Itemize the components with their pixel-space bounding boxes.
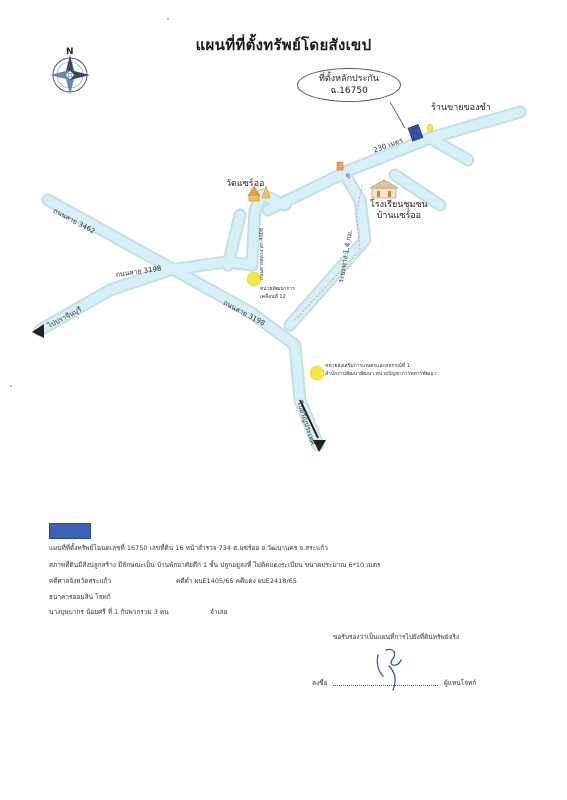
shop-label: ร้านขายของชำ <box>431 103 491 113</box>
poi-12-line1: หน่วยพัฒนาการ <box>260 286 296 292</box>
small-marker-label: ตู <box>346 172 350 179</box>
bubble-line2: ฉ.16750 <box>330 86 368 96</box>
road-3462-label: ถนนสาย 3462 <box>51 206 97 236</box>
to-prachin-label: ไปปราจีนบุรี <box>46 305 84 330</box>
poi-office-label <box>325 362 436 378</box>
school-label-line2: บ้านแซร์ออ <box>376 211 422 221</box>
road-3198-label-west: ถนนสาย 3198 <box>115 264 162 279</box>
info-line-4: ธนาคารออมสิน โจทก์ <box>49 593 111 601</box>
distance-230-label: 230 เมตร <box>372 136 405 155</box>
bubble-leader <box>390 102 405 128</box>
sign-suffix: ผู้แทนโจทก์ <box>444 679 477 687</box>
info-line-5b: จำเลย <box>210 608 228 616</box>
info-line-2: สภาพที่ดินมีสิ่งปลูกสร้าง มีลักษณะเป็น บ้านพักอาศัยตึก 1 ชั้น ปลูกอยู่ลงที่ ไม่ติดแดงระเบียน ขนาดประมาณ 6*10 เมตร <box>49 561 381 569</box>
road-3198-label-east: ถนนสาย 3198 <box>221 298 267 328</box>
school-label <box>370 200 428 222</box>
school-label-line1: โรงเรียนชุมชน <box>370 200 428 210</box>
small-orange-marker <box>337 162 343 170</box>
signature <box>377 649 401 690</box>
road-network <box>40 112 520 445</box>
bubble-line1: ที่ตั้งหลักประกัน <box>318 74 380 84</box>
to-aranya-label: ไปอรัญประเทศ <box>295 400 318 446</box>
info-line-1: แผนที่ที่ตั้งทรัพย์โฉนดเลขที่ 16750 เลขที่ดิน 16 หน้าสำรวจ 734 ต.แซร์ออ อ.วัฒนานคร จ.สระแก้ว <box>49 544 328 552</box>
info-line-3a: คดีศาลจังหวัดสระแก้ว <box>49 577 112 585</box>
signature-line <box>333 685 438 686</box>
info-line-5a: นางบุษบากร น้อยศรี ที่ 1 กับพวกรวม 3 คน <box>49 608 169 616</box>
sign-prefix: ลงชื่อ <box>312 679 328 687</box>
compass-label: N <box>66 47 74 57</box>
property-legend-swatch <box>49 523 91 539</box>
poi-12-line2: เคลื่อนที่ 12 <box>260 294 286 300</box>
poi-office-line2: สำนักงานพัฒนาพัฒนา หน่วยบัญชาการทหารพัฒนา <box>325 371 437 377</box>
certify-text: ขอรับรองว่าเป็นแผนที่การไปยังที่ดินทรัพย์จริง <box>333 633 460 641</box>
shop-marker <box>427 124 433 132</box>
poi-marker-office <box>310 366 324 380</box>
distance-14km-label: ระยะทาง 1.4 กม. <box>336 228 355 284</box>
poi-office-line1: หน่วยส่งเสริมการเกษตรและสหกรณ์ที่ 1 <box>325 363 410 369</box>
poi-12-label <box>260 285 295 301</box>
temple-label: วัดแซร์ออ <box>226 179 265 189</box>
info-line-3b: คดีดำ ผบE1405/65 คดีแดง ผบE2418/65 <box>176 577 297 585</box>
page-title: แผนที่ที่ตั้งทรัพย์โดยสังเขป <box>195 36 372 54</box>
compass-icon <box>50 55 90 95</box>
school-icon <box>370 180 398 198</box>
collateral-bubble <box>297 68 401 102</box>
road-small-label: ถนนทางหลวง สก.4008 <box>259 228 265 280</box>
